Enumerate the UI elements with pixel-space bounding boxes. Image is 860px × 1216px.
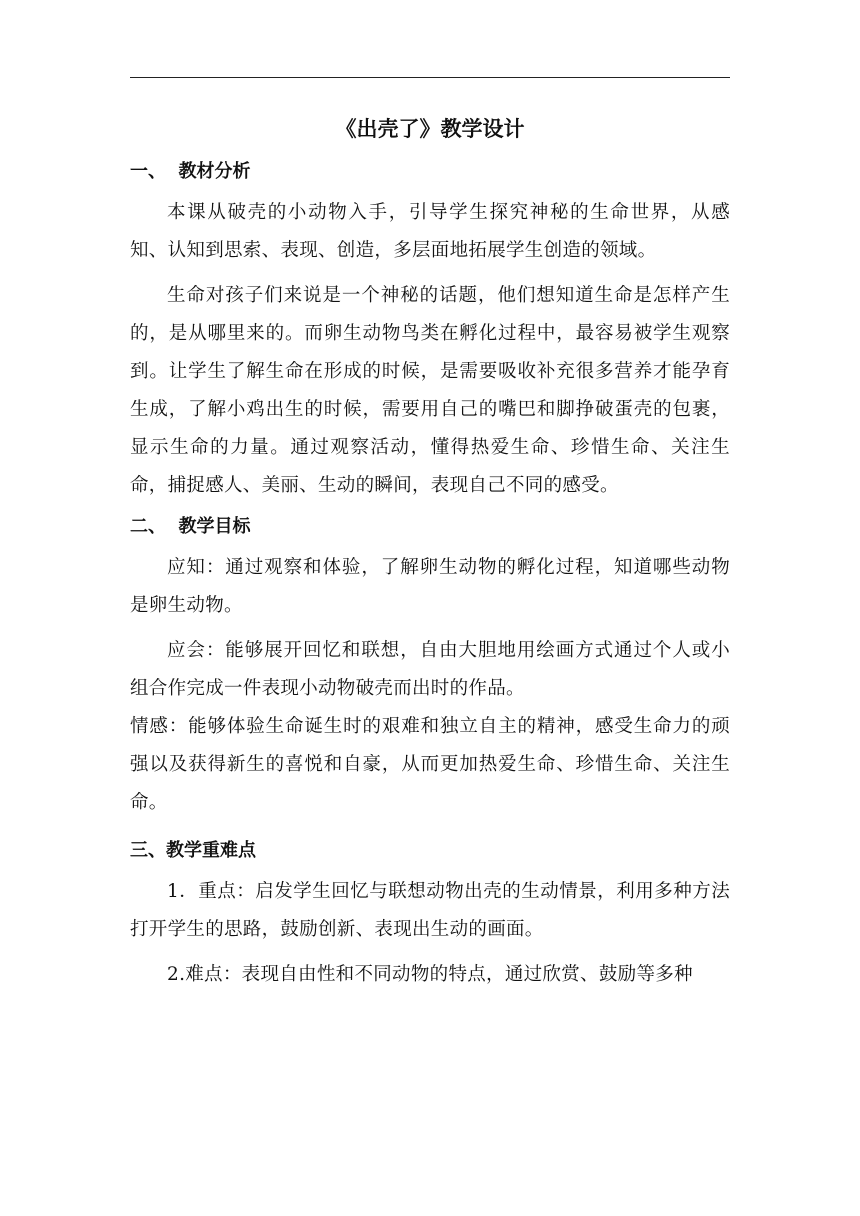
paragraph: 应会：能够展开回忆和联想，自由大胆地用绘画方式通过个人或小组合作完成一件表现小动物破壳而出时的作品。	[130, 640, 730, 699]
section-heading-key-difficulties: 三、教学重难点	[130, 840, 256, 861]
paragraph: 应知：通过观察和体验，了解卵生动物的孵化过程，知道哪些动物是卵生动物。	[130, 557, 730, 616]
section-heading-teaching-goals: 二、 教学目标	[130, 516, 251, 537]
section-heading-textbook-analysis: 一、 教材分析	[130, 161, 251, 182]
header-rule	[130, 77, 730, 78]
document-body	[130, 108, 730, 1001]
document-title: 《出壳了》教学设计	[335, 117, 525, 141]
paragraph: 2.难点：表现自由性和不同动物的特点，通过欣赏、鼓励等多种	[167, 964, 693, 985]
paragraph: 本课从破壳的小动物入手，引导学生探究神秘的生命世界，从感知、认知到思索、表现、创造，多层面地拓展学生创造的领域。	[130, 202, 730, 261]
paragraph: 情感：能够体验生命诞生时的艰难和独立自主的精神，感受生命力的顽强以及获得新生的喜悦和自豪，从而更加热爱生命、珍惜生命、关注生命。	[130, 716, 730, 813]
paragraph: 生命对孩子们来说是一个神秘的话题，他们想知道生命是怎样产生的，是从哪里来的。而卵生动物鸟类在孵化过程中，最容易被学生观察到。让学生了解生命在形成的时候，是需要吸收补充很多营养才能孕育生成，了解小鸡出生的时候，需要用自己的嘴巴和脚挣破蛋壳的包裹，显示生命的力量。通过观察活动，懂得热爱生命、珍惜生命、关注生命，捕捉感人、美丽、生动的瞬间，表现自己不同的感受。	[130, 285, 730, 496]
paragraph: 1．重点：启发学生回忆与联想动物出壳的生动情景，利用多种方法打开学生的思路，鼓励创新、表现出生动的画面。	[130, 881, 730, 940]
